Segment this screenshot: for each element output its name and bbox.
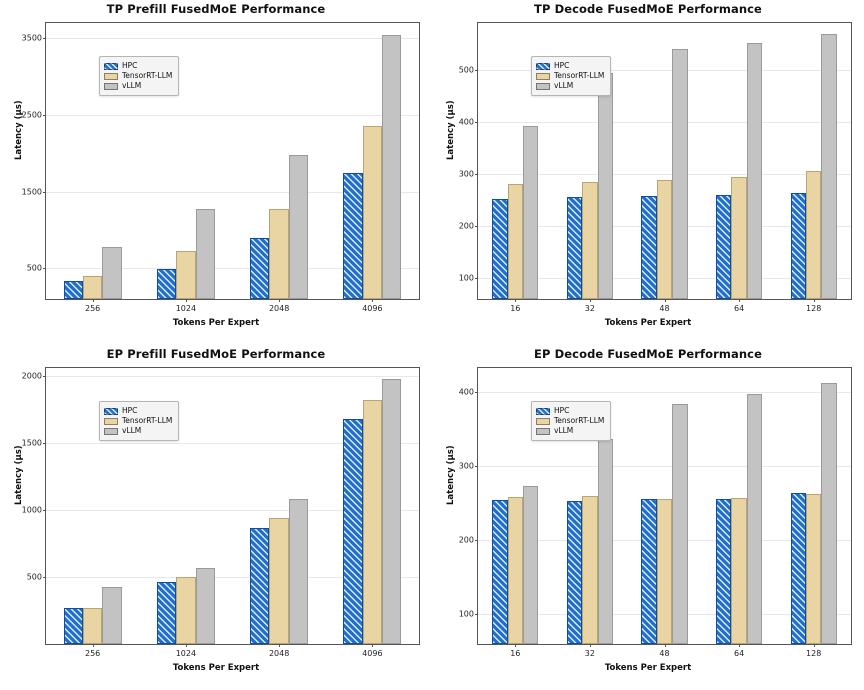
legend-swatch-vllm xyxy=(536,83,550,90)
legend-swatch-hpc xyxy=(104,408,118,415)
legend-swatch-vllm xyxy=(536,428,550,435)
x-axis-tick-mark xyxy=(372,299,373,302)
bar-hpc xyxy=(791,193,806,299)
bar-vllm xyxy=(747,394,762,644)
legend-label-tensorrt-llm: TensorRT-LLM xyxy=(122,71,173,80)
bar-hpc xyxy=(343,173,362,300)
x-axis-tick-mark xyxy=(93,644,94,647)
panel-tp-decode xyxy=(432,0,864,345)
bar-tensorrt-llm xyxy=(508,497,523,644)
bar-hpc xyxy=(157,582,176,644)
bar-vllm xyxy=(598,73,613,299)
bar-vllm xyxy=(672,49,687,299)
y-axis-tick-mark xyxy=(475,540,478,541)
y-axis-tick-mark xyxy=(43,115,46,116)
bar-vllm xyxy=(102,247,121,299)
bar-tensorrt-llm xyxy=(731,498,746,644)
x-axis-tick-mark xyxy=(515,299,516,302)
chart-title: EP Prefill FusedMoE Performance xyxy=(106,347,326,361)
bar-hpc xyxy=(791,493,806,644)
x-axis-tick-label: 2048 xyxy=(268,649,290,658)
legend xyxy=(99,56,179,96)
legend-swatch-hpc xyxy=(536,63,550,70)
legend-swatch-hpc xyxy=(536,408,550,415)
y-axis-tick-label: 300 xyxy=(458,461,474,471)
gridline xyxy=(46,115,419,116)
bar-tensorrt-llm xyxy=(83,276,102,299)
bar-tensorrt-llm xyxy=(269,518,288,644)
y-axis-tick-label: 100 xyxy=(458,273,474,283)
x-axis-tick-mark xyxy=(739,299,740,302)
bar-hpc xyxy=(343,419,362,644)
y-axis-tick-mark xyxy=(43,443,46,444)
y-axis-label: Latency (µs) xyxy=(14,100,24,160)
bar-tensorrt-llm xyxy=(657,499,672,644)
legend-item-tensorrt-llm xyxy=(104,416,172,426)
bar-vllm xyxy=(289,499,308,644)
x-axis-label: Tokens Per Expert xyxy=(604,318,692,328)
panel-ep-prefill xyxy=(0,345,432,690)
legend-swatch-tensorrt-llm xyxy=(536,418,550,425)
bar-tensorrt-llm xyxy=(83,608,102,644)
x-axis-tick-mark xyxy=(515,644,516,647)
x-axis-tick-mark xyxy=(93,299,94,302)
bar-hpc xyxy=(157,269,176,299)
panel-ep-decode xyxy=(432,345,864,690)
y-axis-label: Latency (µs) xyxy=(446,100,456,160)
chart-title: TP Prefill FusedMoE Performance xyxy=(106,2,326,16)
bar-tensorrt-llm xyxy=(657,180,672,299)
x-axis-label: Tokens Per Expert xyxy=(172,318,260,328)
bar-tensorrt-llm xyxy=(176,577,195,644)
x-axis-label: Tokens Per Expert xyxy=(172,663,260,673)
legend-item-hpc xyxy=(104,406,172,416)
bar-hpc xyxy=(716,195,731,299)
bar-vllm xyxy=(289,155,308,299)
bar-tensorrt-llm xyxy=(363,400,382,645)
x-axis-tick-label: 48 xyxy=(659,649,670,658)
y-axis-tick-label: 1500 xyxy=(21,187,42,197)
legend-swatch-tensorrt-llm xyxy=(536,73,550,80)
bar-hpc xyxy=(250,528,269,644)
bar-vllm xyxy=(102,587,121,644)
y-axis-tick-mark xyxy=(475,226,478,227)
x-axis-tick-mark xyxy=(279,299,280,302)
x-axis-tick-label: 16 xyxy=(510,649,521,658)
y-axis-tick-label: 500 xyxy=(26,572,42,582)
y-axis-tick-label: 1000 xyxy=(21,505,42,515)
bar-vllm xyxy=(821,34,836,299)
bar-vllm xyxy=(382,35,401,299)
legend-label-tensorrt-llm: TensorRT-LLM xyxy=(554,71,605,80)
x-axis-tick-mark xyxy=(590,644,591,647)
x-axis-tick-mark xyxy=(665,644,666,647)
y-axis-tick-mark xyxy=(475,614,478,615)
y-axis-tick-label: 2000 xyxy=(21,371,42,381)
bar-tensorrt-llm xyxy=(269,209,288,299)
gridline xyxy=(46,376,419,377)
legend-label-hpc: HPC xyxy=(122,61,138,70)
bar-hpc xyxy=(641,499,656,644)
x-axis-tick-label: 32 xyxy=(584,304,595,313)
y-axis-tick-mark xyxy=(475,70,478,71)
y-axis-tick-mark xyxy=(475,278,478,279)
y-axis-tick-label: 400 xyxy=(458,117,474,127)
y-axis-tick-mark xyxy=(43,192,46,193)
x-axis-tick-mark xyxy=(814,299,815,302)
x-axis-tick-label: 32 xyxy=(584,649,595,658)
panel-tp-prefill xyxy=(0,0,432,345)
legend-item-hpc xyxy=(536,61,604,71)
y-axis-tick-mark xyxy=(475,174,478,175)
bar-hpc xyxy=(492,199,507,299)
bar-hpc xyxy=(492,500,507,644)
y-axis-tick-mark xyxy=(43,38,46,39)
gridline xyxy=(478,466,851,467)
legend-swatch-vllm xyxy=(104,428,118,435)
legend xyxy=(99,401,179,441)
x-axis-tick-label: 128 xyxy=(806,649,822,658)
x-axis-tick-mark xyxy=(186,299,187,302)
x-axis-tick-mark xyxy=(739,644,740,647)
bar-vllm xyxy=(523,126,538,299)
bar-tensorrt-llm xyxy=(363,126,382,299)
bar-tensorrt-llm xyxy=(176,251,195,299)
legend-label-tensorrt-llm: TensorRT-LLM xyxy=(554,416,605,425)
x-axis-tick-label: 64 xyxy=(734,649,745,658)
legend xyxy=(531,56,611,96)
gridline xyxy=(478,122,851,123)
bar-tensorrt-llm xyxy=(806,494,821,644)
x-axis-tick-label: 48 xyxy=(659,304,670,313)
y-axis-tick-mark xyxy=(43,577,46,578)
y-axis-tick-label: 200 xyxy=(458,221,474,231)
bar-vllm xyxy=(672,404,687,644)
y-axis-tick-mark xyxy=(475,122,478,123)
bar-vllm xyxy=(196,568,215,644)
bar-hpc xyxy=(716,499,731,644)
legend-item-vllm xyxy=(536,426,604,436)
y-axis-tick-mark xyxy=(43,376,46,377)
bar-hpc xyxy=(64,608,83,644)
bar-tensorrt-llm xyxy=(731,177,746,299)
y-axis-tick-label: 300 xyxy=(458,169,474,179)
bar-vllm xyxy=(821,383,836,644)
x-axis-tick-mark xyxy=(186,644,187,647)
x-axis-tick-label: 4096 xyxy=(362,304,383,313)
gridline xyxy=(46,38,419,39)
legend-item-tensorrt-llm xyxy=(104,71,172,81)
legend-label-hpc: HPC xyxy=(554,406,570,415)
x-axis-tick-label: 1024 xyxy=(175,649,197,658)
y-axis-tick-mark xyxy=(43,510,46,511)
legend-swatch-tensorrt-llm xyxy=(104,73,118,80)
bar-vllm xyxy=(196,209,215,299)
bar-hpc xyxy=(641,196,656,299)
y-axis-tick-label: 3500 xyxy=(21,33,42,43)
legend-item-tensorrt-llm xyxy=(536,71,604,81)
legend xyxy=(531,401,611,441)
bar-tensorrt-llm xyxy=(806,171,821,299)
legend-item-vllm xyxy=(536,81,604,91)
x-axis-tick-mark xyxy=(279,644,280,647)
y-axis-label: Latency (µs) xyxy=(14,445,24,505)
bar-hpc xyxy=(250,238,269,299)
legend-swatch-vllm xyxy=(104,83,118,90)
bar-vllm xyxy=(747,43,762,299)
bar-hpc xyxy=(567,197,582,299)
bar-vllm xyxy=(523,486,538,644)
bar-tensorrt-llm xyxy=(582,182,597,299)
bar-hpc xyxy=(567,501,582,644)
x-axis-tick-label: 2048 xyxy=(268,304,290,313)
y-axis-tick-mark xyxy=(475,466,478,467)
x-axis-tick-label: 1024 xyxy=(175,304,197,313)
y-axis-tick-label: 1500 xyxy=(21,438,42,448)
gridline xyxy=(478,392,851,393)
x-axis-tick-label: 256 xyxy=(84,649,101,658)
y-axis-label: Latency (µs) xyxy=(446,445,456,505)
legend-swatch-tensorrt-llm xyxy=(104,418,118,425)
chart-title: EP Decode FusedMoE Performance xyxy=(534,347,762,361)
y-axis-tick-label: 500 xyxy=(458,65,474,75)
y-axis-tick-label: 100 xyxy=(458,609,474,619)
legend-label-vllm: vLLM xyxy=(122,81,142,90)
y-axis-tick-label: 2500 xyxy=(21,110,42,120)
bar-tensorrt-llm xyxy=(508,184,523,299)
legend-label-tensorrt-llm: TensorRT-LLM xyxy=(122,416,173,425)
chart-title: TP Decode FusedMoE Performance xyxy=(534,2,762,16)
legend-label-hpc: HPC xyxy=(554,61,570,70)
legend-item-vllm xyxy=(104,81,172,91)
y-axis-tick-label: 400 xyxy=(458,387,474,397)
legend-item-vllm xyxy=(104,426,172,436)
bar-vllm xyxy=(382,379,401,644)
legend-item-tensorrt-llm xyxy=(536,416,604,426)
x-axis-tick-label: 4096 xyxy=(362,649,383,658)
x-axis-tick-mark xyxy=(665,299,666,302)
x-axis-tick-label: 256 xyxy=(84,304,101,313)
legend-label-vllm: vLLM xyxy=(554,426,574,435)
legend-swatch-hpc xyxy=(104,63,118,70)
legend-item-hpc xyxy=(536,406,604,416)
bar-vllm xyxy=(598,439,613,644)
x-axis-tick-mark xyxy=(590,299,591,302)
legend-item-hpc xyxy=(104,61,172,71)
legend-label-vllm: vLLM xyxy=(554,81,574,90)
legend-label-hpc: HPC xyxy=(122,406,138,415)
y-axis-tick-label: 200 xyxy=(458,535,474,545)
y-axis-tick-mark xyxy=(43,268,46,269)
bar-tensorrt-llm xyxy=(582,496,597,644)
x-axis-tick-label: 128 xyxy=(806,304,822,313)
x-axis-tick-mark xyxy=(372,644,373,647)
legend-label-vllm: vLLM xyxy=(122,426,142,435)
x-axis-label: Tokens Per Expert xyxy=(604,663,692,673)
x-axis-tick-label: 16 xyxy=(510,304,521,313)
bar-hpc xyxy=(64,281,83,299)
x-axis-tick-label: 64 xyxy=(734,304,745,313)
y-axis-tick-label: 500 xyxy=(26,263,42,273)
y-axis-tick-mark xyxy=(475,392,478,393)
x-axis-tick-mark xyxy=(814,644,815,647)
